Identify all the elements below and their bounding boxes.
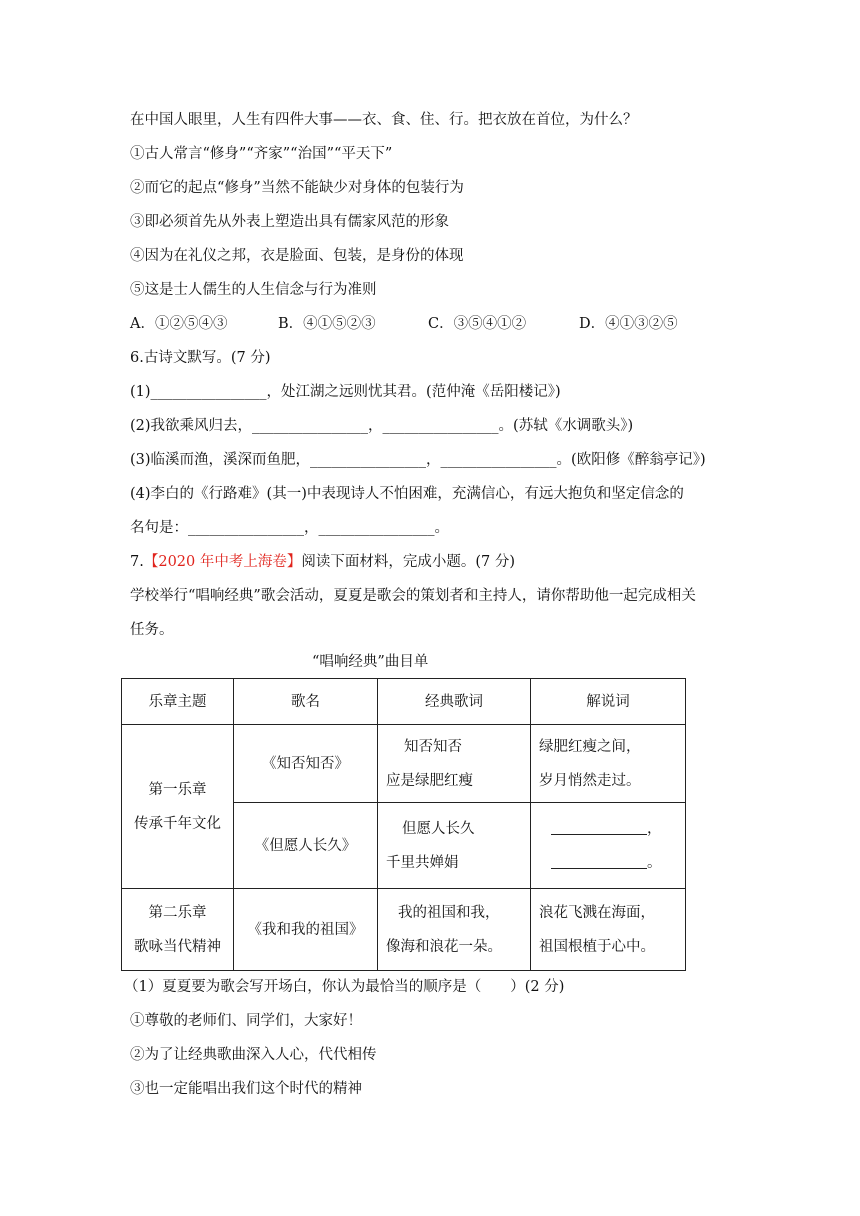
header-song: 歌名 <box>234 679 378 725</box>
table-title: “唱响经典”曲目单 <box>312 654 429 670</box>
sub1-item-1: ①尊敬的老师们、同学们，大家好！ <box>130 1013 362 1029</box>
q6-item-1: (1)________________，处江湖之远则忧其君。(范仲淹《岳阳楼记》) <box>130 384 561 400</box>
chapter-2-theme: 歌咏当代精神 <box>134 938 221 955</box>
q7-heading <box>130 552 515 572</box>
option-d: D．④①③②⑤ <box>579 316 678 332</box>
option-c: C．③⑤④①② <box>428 316 527 332</box>
sentence-4: ④因为在礼仪之邦，衣是脸面、包装，是身份的体现 <box>130 248 464 264</box>
q6-item-2: (2)我欲乘风归去，________________，________________。(苏轼《水调歌头》) <box>130 418 634 434</box>
header-lyric: 经典歌词 <box>378 679 531 725</box>
sentence-2: ②而它的起点“修身”当然不能缺少对身体的包装行为 <box>130 180 464 196</box>
comment-blank-1[interactable] <box>551 820 647 835</box>
chapter-1-cell <box>122 725 234 889</box>
song-2-lyric: 但愿人长久 千里共婵娟 <box>378 803 531 889</box>
chapter-1-label: 第一乐章 <box>148 781 207 798</box>
q6-title: 6.古诗文默写。(7 分) <box>130 350 271 366</box>
table-row <box>122 725 686 803</box>
song-1-comment: 绿肥红瘦之间， 岁月悄然走过。 <box>531 725 686 803</box>
sentence-5: ⑤这是士人儒生的人生信念与行为准则 <box>130 282 377 298</box>
sub1-item-3: ③也一定能唱出我们这个时代的精神 <box>130 1081 362 1097</box>
q6-item-4: (4)李白的《行路难》(其一)中表现诗人不怕困难，充满信心，有远大抱负和坚定信念的 <box>130 486 684 502</box>
header-comment: 解说词 <box>531 679 686 725</box>
song-3-name: 《我和我的祖国》 <box>234 889 378 971</box>
sentence-3: ③即必须首先从外表上塑造出具有儒家风范的形象 <box>130 214 449 230</box>
song-1-lyric: 知否知否 应是绿肥红瘦 <box>378 725 531 803</box>
song-2-name: 《但愿人长久》 <box>234 803 378 889</box>
q7-prompt: 阅读下面材料，完成小题。(7 分) <box>301 554 516 570</box>
song-list-table <box>121 678 686 971</box>
q7-desc-line-1: 学校举行“唱响经典”歌会活动，夏夏是歌会的策划者和主持人，请你帮助他一起完成相关 <box>130 588 696 604</box>
table-row <box>122 889 686 971</box>
comment-blank-2[interactable] <box>551 854 647 869</box>
song-2-comment-blanks[interactable]: ， 。 <box>531 803 686 889</box>
q6-item-5: 名句是：________________，________________。 <box>130 520 449 536</box>
q7-source: 【2020 年中考上海卷】 <box>143 554 302 570</box>
q7-desc-line-2: 任务。 <box>130 622 174 638</box>
chapter-1-theme: 传承千年文化 <box>134 815 221 832</box>
sub1-item-2: ②为了让经典歌曲深入人心，代代相传 <box>130 1047 377 1063</box>
q7-number: 7. <box>130 554 144 570</box>
chapter-2-label: 第二乐章 <box>148 904 207 921</box>
song-3-lyric: 我的祖国和我， 像海和浪花一朵。 <box>378 889 531 971</box>
header-theme: 乐章主题 <box>122 679 234 725</box>
intro-question: 在中国人眼里，人生有四件大事——衣、食、住、行。把衣放在首位，为什么？ <box>130 112 638 128</box>
chapter-2-cell <box>122 889 234 971</box>
sentence-1: ①古人常言“修身”“齐家”“治国”“平天下” <box>130 146 393 162</box>
option-b: B．④①⑤②③ <box>278 316 376 332</box>
q6-item-3: (3)临溪而渔，溪深而鱼肥，________________，________________。(欧阳修《醉翁亭记》) <box>130 452 706 468</box>
option-a: A．①②⑤④③ <box>130 316 228 332</box>
song-1-name: 《知否知否》 <box>234 725 378 803</box>
q7-sub-1: （1）夏夏要为歌会写开场白，你认为最恰当的顺序是（ ）(2 分) <box>124 979 565 995</box>
song-3-comment: 浪花飞溅在海面， 祖国根植于心中。 <box>531 889 686 971</box>
answer-options <box>130 314 730 334</box>
table-header-row <box>122 679 686 725</box>
